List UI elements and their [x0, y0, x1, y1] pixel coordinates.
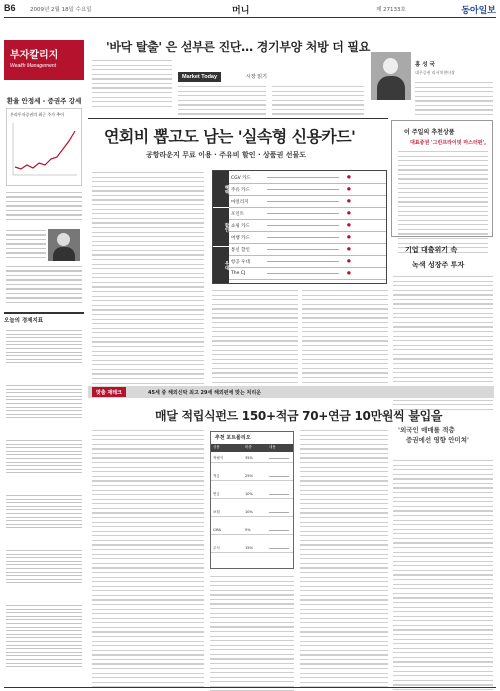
issue-date: 2009년 2월 18일 수요일	[30, 7, 92, 13]
table-row	[229, 209, 386, 220]
row-mark: ●	[347, 199, 351, 204]
product-name: CMA	[213, 528, 221, 532]
table-row	[211, 508, 293, 517]
top-article-col-1	[92, 60, 172, 110]
table-row	[211, 526, 293, 535]
table-row	[211, 544, 293, 553]
indicator-table-4	[6, 495, 82, 531]
row-mark: ●	[347, 271, 351, 276]
author-photo	[48, 229, 80, 261]
top-article-col-3	[272, 86, 364, 118]
right-headline-1: 기업 대출위기 속	[405, 246, 458, 254]
left-body-text-3	[6, 266, 82, 306]
lower-headline: 매달 적립식펀드 150+적금 70+연금 10만원씩 불입을	[155, 409, 443, 423]
product-desc	[269, 476, 289, 477]
row-mark: ●	[347, 211, 351, 216]
product-desc	[269, 512, 289, 513]
lower-col-1	[92, 430, 204, 691]
feature-title: 연회비 뽑고도 남는 '실속형 신용카드'	[104, 127, 356, 146]
row-mark: ●	[347, 223, 351, 228]
product-name: 주식	[213, 546, 220, 550]
table-row	[211, 490, 293, 499]
top-article-col-2	[178, 86, 266, 118]
portfolio-header-cell: 상품	[213, 445, 220, 449]
card-name: The CJ	[231, 271, 246, 276]
lower-col-2	[210, 576, 294, 691]
wealth-box-title: 부자칼리지	[10, 50, 59, 61]
card-name: 통신 할인	[231, 248, 250, 253]
top-article-col-4	[415, 82, 493, 119]
indicator-table-5	[6, 550, 82, 586]
row-text	[267, 177, 339, 178]
row-mark: ●	[347, 247, 351, 252]
row-text	[267, 273, 339, 274]
table-row	[229, 173, 386, 184]
right-headline-2: 녹색 성장주 투자	[412, 261, 465, 269]
wealth-box-subtitle: Wealth Management	[10, 63, 57, 69]
indicator-table-2	[6, 385, 82, 421]
row-text	[267, 249, 339, 250]
card-name: 여행 카드	[231, 236, 250, 241]
table-row	[211, 454, 293, 463]
quote-line-2: 증권에선 영향 안미쳐'	[406, 436, 470, 444]
portfolio-header-cell: 비중	[245, 445, 252, 449]
table-row	[229, 233, 386, 244]
page-number: B6	[4, 3, 16, 13]
feature-rule	[88, 118, 388, 119]
row-text	[267, 261, 339, 262]
left-headline: 환율 안정세 - 증권주 강세	[6, 97, 82, 105]
feature-subtitle: 공항라운지 무료 이용 · 주유비 할인 · 상품권 선물도	[146, 151, 307, 159]
indicator-table-3	[6, 440, 82, 476]
product-desc	[269, 548, 289, 549]
row-text	[267, 189, 339, 190]
chart-line	[15, 131, 75, 169]
row-text	[267, 201, 339, 202]
card-name: 포인트	[231, 212, 245, 217]
market-today-label	[178, 72, 286, 82]
product-name: 적립식	[213, 456, 224, 460]
card-name: 쇼핑 카드	[231, 224, 250, 229]
row-mark: ●	[347, 175, 351, 180]
portfolio-header-cell: 내용	[269, 445, 276, 449]
row-text	[267, 237, 339, 238]
table-row	[229, 197, 386, 208]
stock-chart-title: 우리투자증권의 최근 주가 추이	[10, 112, 65, 117]
recommended-body	[398, 151, 488, 256]
product-share: 10%	[245, 510, 253, 514]
left-body-text	[6, 192, 82, 223]
row-mark: ●	[347, 259, 351, 264]
feature-col-2	[212, 290, 298, 391]
table-row	[229, 185, 386, 196]
portfolio-header	[211, 444, 293, 452]
columnist-name: 홍 성 국	[415, 62, 435, 68]
table-row	[229, 221, 386, 232]
wealth-box	[4, 40, 84, 80]
portfolio-table	[210, 431, 294, 569]
product-name: 보험	[213, 510, 220, 514]
newspaper-logo: 동아일보	[461, 6, 496, 16]
quote-line-1: '외국인 매매를 적층	[398, 426, 455, 434]
product-share: 25%	[245, 474, 253, 478]
indicators-title: 오늘의 경제지표	[4, 312, 84, 322]
product-name: 연금	[213, 492, 220, 496]
product-share: 5%	[245, 528, 251, 532]
feature-col-1	[92, 172, 204, 401]
columnist-role: 대우증권 리서치센터장	[415, 70, 455, 75]
product-share: 15%	[245, 546, 253, 550]
product-desc	[269, 458, 289, 459]
indicator-table-1	[6, 330, 82, 366]
stock-chart-plot	[7, 119, 81, 183]
header-rule	[4, 17, 496, 18]
columnist-photo	[371, 52, 411, 100]
card-name: 주유 카드	[231, 188, 250, 193]
indicator-table-6	[6, 605, 82, 670]
custom-finance-bar	[88, 386, 494, 398]
footer-rule	[4, 687, 496, 688]
quote-body	[393, 460, 493, 691]
top-headline: '바닥 탈출' 은 섣부른 진단… 경기부양 처방 더 필요	[106, 40, 371, 54]
table-category: 혜택	[213, 171, 229, 207]
table-category: 우대	[213, 247, 229, 283]
lower-col-3	[300, 430, 388, 691]
row-text	[267, 213, 339, 214]
card-name: CGV 카드	[231, 176, 251, 181]
section-title: 머니	[232, 6, 250, 16]
row-mark: ●	[347, 187, 351, 192]
recommended-sub: 대표증권 '그린프라이빗 마스터펀',	[410, 140, 487, 146]
table-row	[229, 245, 386, 256]
custom-finance-tag: 맞춤 재테크	[92, 387, 126, 397]
issue-number: 제 27133호	[376, 7, 406, 13]
feature-col-3	[302, 290, 388, 391]
custom-finance-text: 45세 중 해외신탁 최고 29세 해외펀에 맞는 처리운	[148, 389, 262, 396]
quote-headline	[392, 425, 494, 455]
table-row	[229, 269, 386, 280]
product-share: 10%	[245, 492, 253, 496]
table-row	[229, 257, 386, 268]
recommended-title: 이 주일의 추천상품	[404, 129, 455, 136]
row-mark: ●	[347, 235, 351, 240]
product-desc	[269, 494, 289, 495]
recommended-products-box	[391, 120, 493, 237]
stock-chart	[6, 108, 82, 186]
row-text	[267, 225, 339, 226]
left-column	[4, 40, 84, 685]
product-desc	[269, 530, 289, 531]
page-header	[4, 3, 496, 17]
market-today-sub: 시장 읽기	[246, 74, 267, 80]
card-comparison-table	[212, 170, 387, 284]
portfolio-title: 추천 포트폴리오	[215, 435, 251, 441]
left-body-text-2	[6, 230, 46, 261]
card-name: 마일리지	[231, 200, 249, 205]
table-row	[211, 472, 293, 481]
card-name: 항공 우대	[231, 260, 250, 265]
market-today-tag: Market Today	[178, 72, 221, 82]
product-share: 35%	[245, 456, 253, 460]
product-name: 적금	[213, 474, 220, 478]
table-category: 할인	[213, 208, 229, 246]
